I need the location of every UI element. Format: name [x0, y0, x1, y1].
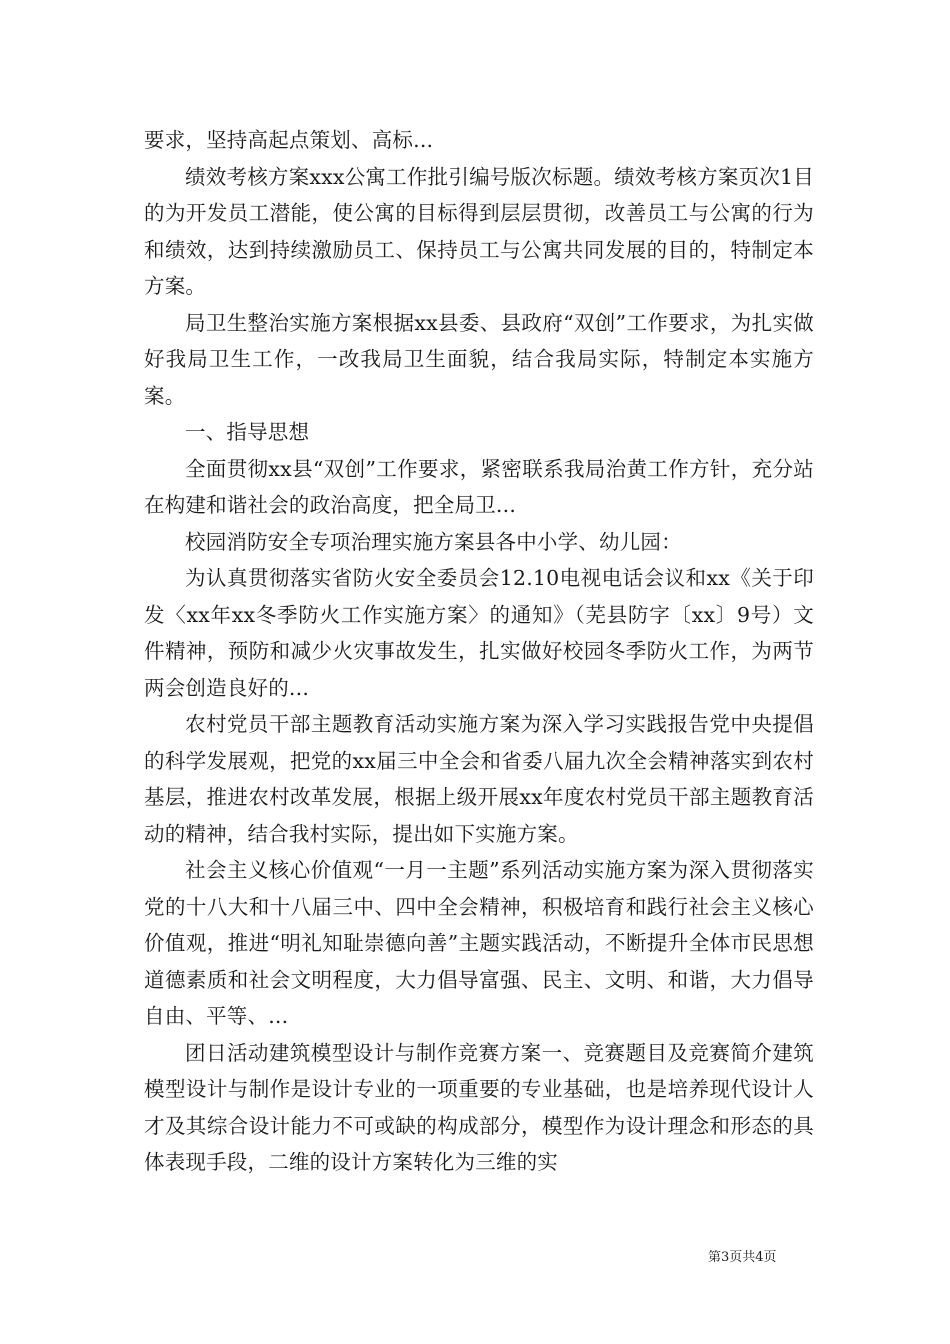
section-heading: 一、指导思想: [185, 420, 310, 444]
page-number: 第3页共4页: [708, 1250, 777, 1265]
paragraph-9: 社会主义核心价值观“一月一主题”系列活动实施方案为深入贯彻落实党的十八大和十八届三中、四中全会精神，积极培育和践行社会主义核心价值观，推进“明礼知耻崇德向善”主题实践活动，不断提升全体市民思想道德素质和社会文明程度，大力倡导富强、民主、文明、和谐，大力倡导自由、平等、...: [144, 858, 814, 1028]
paragraph-6: 校园消防安全专项治理实施方案县各中小学、幼儿园：: [185, 529, 682, 554]
paragraph-8: 农村党员干部主题教育活动实施方案为深入学习实践报告党中央提倡的科学发展观，把党的xx届三中全会和省委八届九次全会精神落实到农村基层，推进农村改革发展，根据上级开展xx年度农村党员干部主题教育活动的精神，结合我村实际，提出如下实施方案。: [144, 712, 814, 846]
paragraph-2: 绩效考核方案xxx公寓工作批引编号版次标题。绩效考核方案页次1目的为开发员工潜能，使公寓的目标得到层层贯彻，改善员工与公寓的行为和绩效，达到持续激励员工、保持员工与公寓共同发展的目的，特制定本方案。: [144, 164, 814, 298]
paragraph-1: 要求，坚持高起点策划、高标...: [144, 128, 434, 152]
document-body: [144, 122, 814, 1181]
paragraph-10: 团日活动建筑模型设计与制作竞赛方案一、竞赛题目及竞赛简介建筑模型设计与制作是设计专业的一项重要的专业基础，也是培养现代设计人才及其综合设计能力不可或缺的构成部分，模型作为设计理念和形态的具体表现手段，二维的设计方案转化为三维的实: [144, 1040, 814, 1174]
paragraph-3: 局卫生整治实施方案根据xx县委、县政府“双创”工作要求，为扎实做好我局卫生工作，一改我局卫生面貌，结合我局实际，特制定本实施方案。: [144, 310, 814, 408]
paragraph-5: 全面贯彻xx县“双创”工作要求，紧密联系我局治黄工作方针，充分站在构建和谐社会的政治高度，把全局卫...: [144, 456, 814, 517]
paragraph-7: 为认真贯彻落实省防火安全委员会12.10电视电话会议和xx《关于印发〈xx年xx冬季防火工作实施方案〉的通知》（芜县防字〔xx〕9号）文件精神，预防和减少火灾事故发生，扎实做好校园冬季防火工作，为两节两会创造良好的...: [144, 566, 814, 700]
